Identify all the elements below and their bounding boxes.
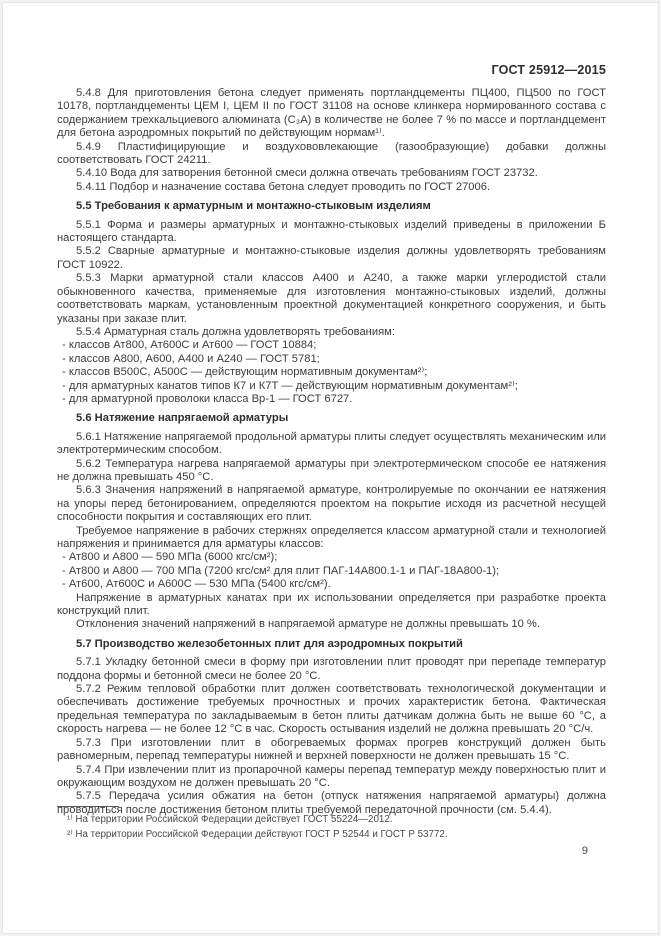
paragraph: 5.4.8 Для приготовления бетона следует применять портландцементы ПЦ400, ПЦ500 по ГОСТ 10178, портландцементы ЦЕМ I, ЦЕМ II по ГОСТ 31108 на основе клинкера нормированного состава с содержанием трехкальциевого алюмината (С₃А) в количестве не более 7 % по массе и портландцемент для бетона аэродромных покрытий по действующим нормам¹⁾. [57, 87, 606, 140]
document-body [57, 87, 606, 817]
paragraph: 5.4.9 Пластифицирующие и воздухововлекающие (газообразующие) добавки должны соответствовать ГОСТ 24211. [57, 140, 606, 167]
paragraph: Отклонения значений напряжений в напрягаемой арматуре не должны превышать 10 %. [76, 618, 540, 631]
list-item: - Ат800 и А800 — 700 МПа (7200 кгс/см² для плит ПАГ-14А800.1-1 и ПАГ-18А800-1); [62, 564, 500, 577]
paragraph: 5.5.3 Марки арматурной стали классов А400 и А240, а также марки углеродистой стали обыкновенного качества, применяемые для изготовления монтажно-стыковых изделий, должны соответствовать маркам, установленным проектной документацией конкретного сооружения, и быть указаны при заказе плит. [57, 272, 606, 325]
paragraph: 5.7.1 Укладку бетонной смеси в форму при изготовлении плит проводят при перепаде температур поддона формы и бетонной смеси не более 20 °С. [57, 656, 606, 682]
footnote-list [57, 813, 606, 842]
paragraph: 5.4.10 Вода для затворения бетонной смеси должна отвечать требованиям ГОСТ 23732. [76, 167, 538, 180]
paragraph: 5.7.4 При извлечении плит из пропарочной камеры перепад температур между поверхностью плит и окружающим воздухом не должен превышать 20 °С. [57, 763, 606, 789]
paragraph: 5.6.2 Температура нагрева напрягаемой арматуры при электротермическом способе ее натяжения не должна превышать 450 °С. [57, 457, 606, 483]
paragraph: 5.5.4 Арматурная сталь должна удовлетворять требованиям: [76, 325, 395, 338]
paragraph: 5.6.3 Значения напряжений в напрягаемой арматуре, контролируемые по окончании ее натяжения на упоры перед бетонированием, определяются проектом на покрытие исходя из расчетной несущей способности покрытия и составляющих его плит. [57, 484, 606, 524]
paragraph: 5.5.2 Сварные арматурные и монтажно-стыковые изделия должны удовлетворять требованиям ГОСТ 10922. [57, 245, 606, 271]
page-number: 9 [581, 845, 588, 857]
paragraph: 5.7.3 При изготовлении плит в обогреваемых формах прогрев конструкций должен быть равномерным, перепад температуры нижней и верхней поверхности не должен превышать 15 °С. [57, 736, 606, 763]
paragraph: 5.5.1 Форма и размеры арматурных и монтажно-стыковых изделий приведены в приложении Б настоящего стандарта. [57, 218, 606, 245]
document-header-title: ГОСТ 25912—2015 [491, 63, 606, 77]
paragraph: 5.7.5 Передача усилия обжатия на бетон (отпуск натяжения напрягаемой арматуры) должна проводиться после достижения бетоном плиты требуемой передаточной прочности (см. 5.4.4). [57, 790, 606, 816]
section-heading: 5.7 Производство железобетонных плит для аэродромных покрытий [76, 637, 463, 650]
section-heading: 5.6 Натяжение напрягаемой арматуры [76, 412, 289, 425]
section-heading: 5.5 Требования к арматурным и монтажно-стыковым изделиям [76, 200, 431, 213]
paragraph: 5.6.1 Натяжение напрягаемой продольной арматуры плиты следует осуществлять механическим или электротермическим способом. [57, 430, 606, 457]
list-item: - классов Ат800, Ат600С и Ат600 — ГОСТ 10884; [62, 339, 317, 352]
paragraph: 5.4.11 Подбор и назначение состава бетона следует проводить по ГОСТ 27006. [76, 180, 491, 193]
paragraph: 5.7.2 Режим тепловой обработки плит должен соответствовать технологической документации и обеспечивать достижение требуемых прочностных и прочих характеристик бетона. Фактическая предельная температура по закладываемым в бетон плиты датчикам должна быть не выше 60 °С, а скорость нагрева — не более 12 °С в час. Скорость остывания изделий не должна превышать 20 °С/ч. [57, 683, 606, 736]
footnote-divider [57, 806, 119, 807]
list-item: - Ат800 и А800 — 590 МПа (6000 кгс/см²); [62, 551, 278, 564]
paragraph: Напряжение в арматурных канатах при их использовании определяется при разработке проекта конструкций плит. [57, 591, 606, 618]
paragraph: Требуемое напряжение в рабочих стержнях определяется классом арматурной стали и технологией напряжения и принимается для арматуры классов: [57, 524, 606, 550]
list-item: - для арматурных канатов типов К7 и К7Т — действующим нормативным документам²⁾; [62, 379, 518, 392]
list-item: - классов В500С, А500С — действующим нормативным документам²⁾; [62, 366, 428, 379]
footnote: ²⁾ На территории Российской Федерации действуют ГОСТ Р 52544 и ГОСТ Р 53772. [67, 828, 448, 840]
footnote: ¹⁾ На территории Российской Федерации действует ГОСТ 55224—2012. [67, 814, 393, 825]
footnotes-section [57, 806, 606, 842]
list-item: - классов А800, А600, А400 и А240 — ГОСТ 5781; [62, 352, 320, 365]
list-item: - для арматурной проволоки класса Вр-1 — ГОСТ 6727. [62, 392, 353, 405]
list-item: - Ат600, Ат600С и А600С — 530 МПа (5400 кгс/см²). [62, 578, 331, 591]
